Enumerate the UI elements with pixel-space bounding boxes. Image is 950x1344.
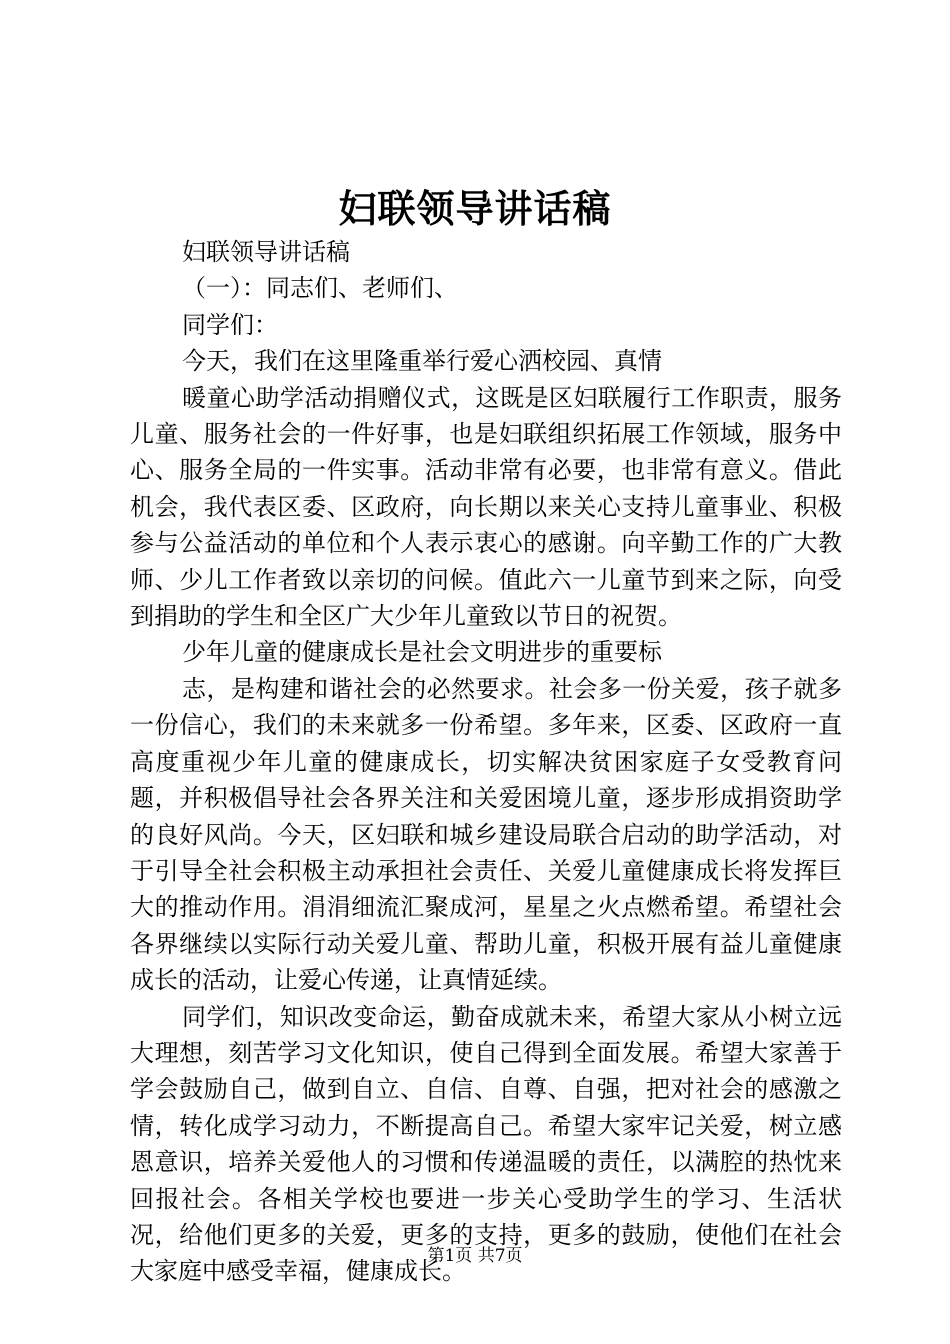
salutation-line: （一）：同志们、老师们、: [182, 274, 458, 303]
body-paragraph-3: 志，是构建和谐社会的必然要求。社会多一份关爱，孩子就多一份信心，我们的未来就多一份希望。多年来，区委、区政府一直高度重视少年儿童的健康成长，切实解决贫困家庭子女受教育问题，并积极倡导社会各界关注和关爱困境儿童，逐步形成捐资助学的良好风尚。今天，区妇联和城乡建设局联合启动的助学活动，对于引导全社会积极主动承担社会责任、关爱儿童健康成长将发挥巨大的推动作用。涓涓细流汇聚成河，星星之火点燃希望。希望社会各界继续以实际行动关爱儿童、帮助儿童，积极开展有益儿童健康成长的活动，让爱心传递，让真情延续。: [130, 674, 842, 995]
page-number-footer: 第1页 共7页: [427, 1246, 523, 1266]
body-paragraph-2-heading: 少年儿童的健康成长是社会文明进步的重要标: [182, 638, 662, 667]
opening-line: 今天，我们在这里隆重举行爱心洒校园、真情: [182, 347, 662, 376]
body-paragraph-1: 暖童心助学活动捐赠仪式，这既是区妇联履行工作职责，服务儿童、服务社会的一件好事，也是妇联组织拓展工作领域，服务中心、服务全局的一件实事。活动非常有必要，也非常有意义。借此机会，我代表区委、区政府，向长期以来关心支持儿童事业、积极参与公益活动的单位和个人表示衷心的感谢。向辛勤工作的广大教师、少儿工作者致以亲切的问候。值此六一儿童节到来之际，向受到捐助的学生和全区广大少年儿童致以节日的祝贺。: [130, 383, 842, 631]
subtitle-line: 妇联领导讲话稿: [182, 238, 350, 266]
document-title: 妇联领导讲话稿: [338, 186, 612, 231]
salutation-line-2: 同学们：: [182, 310, 278, 339]
document-body: [130, 234, 842, 1290]
body-paragraph-4: 同学们，知识改变命运，勤奋成就未来，希望大家从小树立远大理想，刻苦学习文化知识，使自己得到全面发展。希望大家善于学会鼓励自己，做到自立、自信、自尊、自强，把对社会的感激之情，转化成学习动力，不断提高自己。希望大家牢记关爱，树立感恩意识，培养关爱他人的习惯和传递温暖的责任，以满腔的热忱来回报社会。各相关学校也要进一步关心受助学生的学习、生活状况，给他们更多的关爱，更多的支持，更多的鼓励，使他们在社会大家庭中感受幸福，健康成长。: [130, 1002, 842, 1286]
